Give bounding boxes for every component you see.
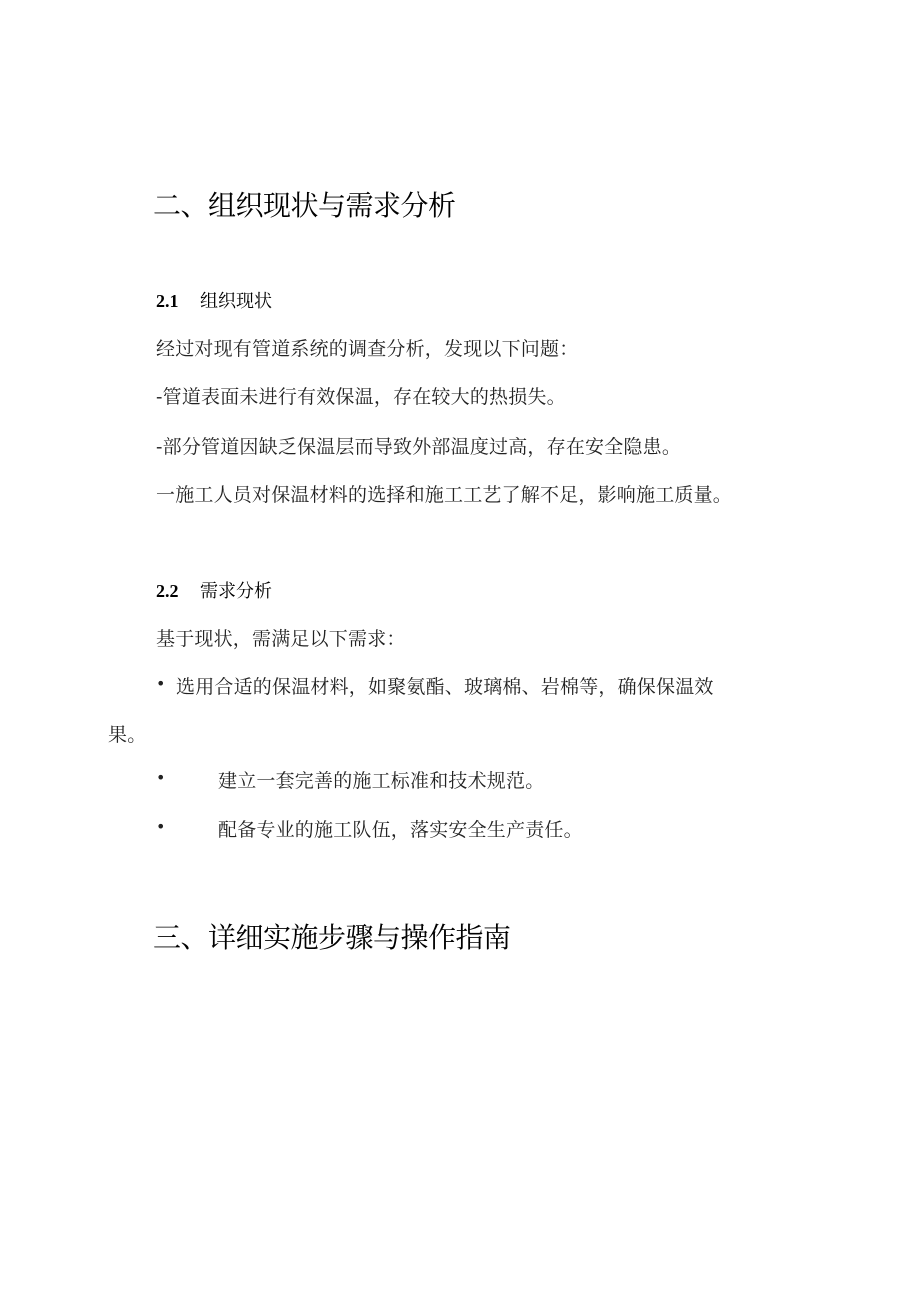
section-2-heading: 二、组织现状与需求分析 (153, 189, 456, 222)
subsection-2-1-number: 2.1 (156, 291, 179, 311)
subsection-2-1-heading (156, 287, 272, 313)
issue-item: 一施工人员对保温材料的选择和施工工艺了解不足，影响施工质量。 (156, 484, 733, 506)
section-3-heading: 三、详细实施步骤与操作指南 (153, 921, 511, 954)
subsection-2-1-title: 组织现状 (200, 291, 272, 312)
requirement-item: 配备专业的施工队伍，落实安全生产责任。 (218, 819, 583, 841)
requirement-item-continuation: 果。 (108, 724, 147, 746)
subsection-2-2-intro: 基于现状，需满足以下需求： (156, 628, 406, 650)
requirement-item: 选用合适的保温材料，如聚氨酯、玻璃棉、岩棉等，确保保温效 (176, 676, 714, 698)
subsection-2-1-intro: 经过对现有管道系统的调查分析，发现以下问题： (156, 338, 579, 360)
subsection-2-2-heading (156, 577, 272, 603)
issue-item: -管道表面未进行有效保温，存在较大的热损失。 (156, 386, 566, 408)
subsection-2-2-title: 需求分析 (200, 581, 272, 602)
bullet-icon: • (156, 768, 166, 787)
subsection-2-2-number: 2.2 (156, 581, 179, 601)
bullet-icon: • (156, 817, 166, 836)
issue-item: -部分管道因缺乏保温层而导致外部温度过高，存在安全隐患。 (156, 436, 682, 458)
bullet-icon: • (156, 674, 166, 693)
requirement-item: 建立一套完善的施工标准和技术规范。 (218, 770, 545, 792)
